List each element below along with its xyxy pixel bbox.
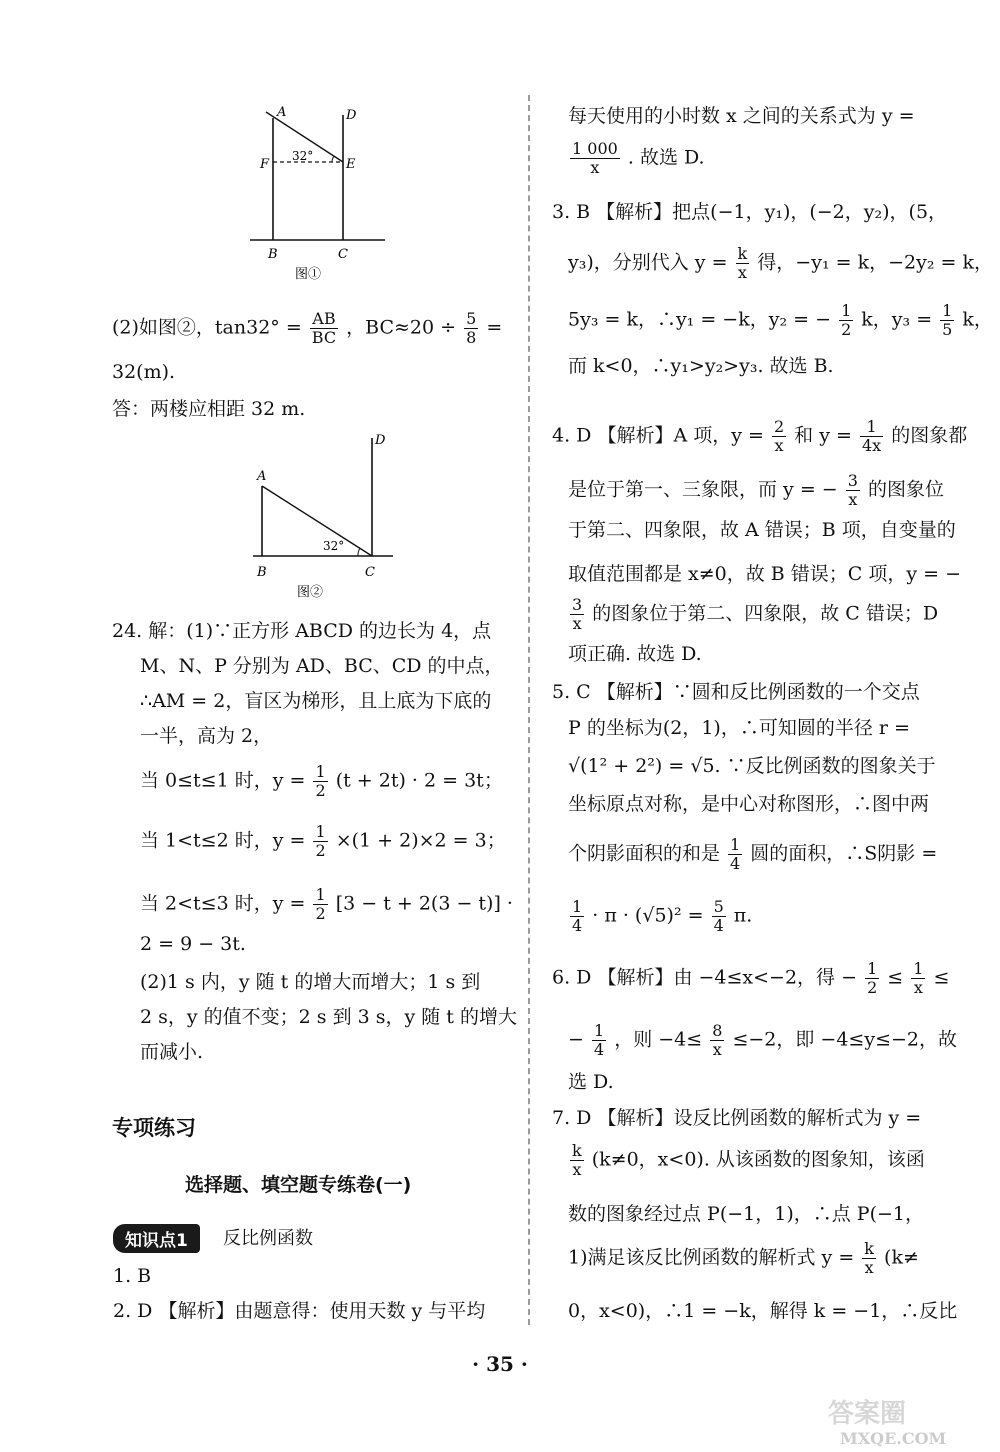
- q23-part2-text-b: ，BC≈20 ÷: [346, 316, 463, 339]
- figure-1-caption: 图①: [295, 267, 322, 282]
- fraction-numerator: 3: [572, 595, 583, 614]
- q3-line1: 3. B 【解析】把点(−1，y₁)，(−2，y₂)，(5，: [552, 201, 948, 223]
- q24-case2-text-b: ×(1 + 2)×2 = 3；: [335, 829, 506, 852]
- fraction-numerator: 1: [841, 301, 852, 320]
- q24-case1-text-b: (t + 2t) · 2 = 3t；: [335, 769, 503, 792]
- fraction-ab-bc: [310, 310, 338, 347]
- q5-line5: [568, 836, 937, 873]
- fraction-2-x: [772, 418, 786, 455]
- fraction-denominator: x: [737, 263, 747, 282]
- q4-line5: [568, 596, 938, 633]
- figure-2-label-c: C: [365, 565, 375, 580]
- q4-line5-text: 的图象位于第二、四象限，故 C 错误；D: [592, 602, 939, 625]
- fraction-denominator: 4: [713, 916, 724, 935]
- q2-cont-line2: [568, 140, 705, 177]
- figure-2-label-b: B: [257, 565, 267, 580]
- fraction-numerator: 2: [773, 417, 785, 436]
- fraction-denominator: x: [913, 978, 923, 997]
- q24-line1: [112, 617, 491, 645]
- q24-line3: ∴AM = 2，盲区为梯形，且上底为下底的: [140, 690, 492, 712]
- q7-line4: [568, 1240, 919, 1277]
- fraction-one-half: [313, 763, 327, 800]
- fraction-one-fifth: [940, 302, 954, 339]
- fraction-denominator: 2: [315, 781, 326, 800]
- figure-2: [245, 428, 405, 603]
- fraction-denominator: 4: [730, 854, 741, 873]
- q6-line1-text-a: 6. D 【解析】由 −4≤x<−2，得 −: [552, 966, 858, 989]
- q24-case3-result: 2 = 9 − 3t.: [140, 933, 246, 955]
- knowledge-point-title: 反比例函数: [223, 1228, 313, 1249]
- fraction-one-half: [313, 823, 327, 860]
- figure-2-angle-label: 32°: [323, 539, 345, 553]
- fraction-1-4: [592, 1022, 606, 1059]
- q3-line3-text-c: k，: [962, 308, 993, 331]
- figure-2-label-a: A: [257, 469, 267, 484]
- fraction-denominator: x: [572, 1160, 582, 1179]
- q7-line4-text-a: 1)满足该反比例函数的解析式 y =: [568, 1246, 861, 1269]
- figure-1-label-f: F: [260, 157, 270, 172]
- watermark-url-text: MXQE.COM: [840, 1429, 947, 1448]
- fraction-numerator: k: [737, 244, 748, 263]
- fraction-numerator: 1: [913, 959, 924, 978]
- q7-line5: 0，x<0)，∴1 = −k，解得 k = −1，∴反比: [568, 1300, 958, 1322]
- q24-case1: [140, 763, 503, 800]
- fraction-numerator: 5: [713, 897, 724, 916]
- fraction-denominator: x: [848, 490, 858, 509]
- q24-case2: [140, 823, 506, 860]
- q5-line6-text-b: π.: [733, 904, 753, 927]
- q7-line4-text-b: (k≠: [884, 1246, 919, 1269]
- fraction-numerator: 1 000: [572, 139, 618, 158]
- q4-line1-text-a: 4. D 【解析】A 项，y =: [552, 424, 770, 447]
- watermark-logo: [818, 1392, 986, 1448]
- q23-result: 32(m).: [112, 361, 176, 383]
- fraction-numerator: k: [572, 1141, 582, 1160]
- fraction-numerator: 1: [315, 762, 326, 781]
- fraction-numerator: 1: [730, 835, 741, 854]
- q6-line2: [568, 1022, 957, 1059]
- fraction-denominator: x: [864, 1258, 874, 1277]
- fraction-k-x: [862, 1240, 876, 1277]
- fraction-numerator: k: [864, 1239, 874, 1258]
- q3-line2: [568, 245, 993, 282]
- q5-line6: [568, 898, 752, 935]
- fraction-denominator: 2: [315, 904, 326, 923]
- fraction-denominator: BC: [311, 328, 337, 347]
- fraction-denominator: x: [590, 158, 600, 177]
- fraction-denominator: 8: [466, 328, 477, 347]
- q5-line3: √(1² + 2²) = √5. ∵反比例函数的图象关于: [568, 755, 936, 777]
- fraction-3-x: [570, 596, 584, 633]
- figure-2-label-d: D: [375, 433, 386, 448]
- q3-line2-text-b: 得，−y₁ = k，−2y₂ = k，: [757, 251, 993, 274]
- q23-part2-text-c: =: [486, 316, 503, 339]
- fraction-numerator: 1: [572, 897, 583, 916]
- fraction-numerator: 5: [466, 309, 477, 328]
- knowledge-point-badge: 知识点1: [113, 1224, 200, 1253]
- fraction-numerator: 1: [942, 301, 953, 320]
- fraction-denominator: 2: [315, 841, 326, 860]
- q6-line2-text-b: ，则 −4≤: [614, 1028, 703, 1051]
- q24-case3-text-b: [3 − t + 2(3 − t)] ·: [335, 892, 513, 915]
- fraction-denominator: x: [774, 436, 784, 455]
- fraction-denominator: 2: [867, 978, 878, 997]
- fraction-numerator: 1: [593, 1021, 605, 1040]
- page-number: · 35 ·: [472, 1352, 528, 1376]
- q5-line6-text-a: · π · (√5)² =: [592, 904, 710, 927]
- q3-line3-text-a: 5y₃ = k，∴y₁ = −k，y₂ = −: [568, 308, 832, 331]
- q24-case3: [140, 886, 513, 923]
- fraction-denominator: 2: [841, 320, 852, 339]
- q4-line1: [552, 418, 967, 455]
- figure-1-angle-label: 32°: [292, 149, 314, 163]
- fraction-k-x: [570, 1142, 584, 1179]
- q7-line2-text: (k≠0，x<0). 从该函数的图象知，该函: [591, 1148, 925, 1171]
- q4-line4: 取值范围都是 x≠0，故 B 错误；C 项，y = −: [568, 563, 962, 585]
- q3-line3-text-b: k，y₃ =: [861, 308, 939, 331]
- fraction-numerator: 1: [860, 418, 883, 437]
- figure-1-label-e: E: [346, 157, 356, 172]
- watermark-cn-text: 答案圈: [828, 1399, 907, 1429]
- q3-line2-text-a: y₃)，分别代入 y =: [568, 251, 734, 274]
- fraction-numerator: 1: [315, 822, 326, 841]
- q6-line2-text-a: −: [568, 1028, 584, 1051]
- fraction-denominator: 4: [572, 916, 583, 935]
- fraction-denominator: x: [712, 1040, 722, 1059]
- fraction-numerator: 1: [315, 885, 326, 904]
- q7-line3: 数的图象经过点 P(−1，1)，∴点 P(−1，: [568, 1203, 924, 1225]
- q24-case3-text-a: 当 2<t≤3 时，y =: [140, 892, 312, 915]
- q23-part2-line: [112, 310, 502, 347]
- fraction-1-x: [911, 960, 925, 997]
- q4-line2: [568, 472, 944, 509]
- fraction-one-half: [839, 302, 853, 339]
- q2-cont-text: . 故选 D.: [627, 146, 705, 169]
- fraction-numerator: 3: [847, 471, 858, 490]
- figure-2-caption: 图②: [297, 585, 324, 600]
- answer-q1: 1. B: [113, 1265, 152, 1287]
- q4-line2-text-b: 的图象位: [867, 478, 944, 501]
- fraction-1-4: [728, 836, 742, 873]
- figure-2-sunray-ac: [262, 486, 372, 556]
- q23-part2-text-a: (2)如图②，tan32° =: [112, 316, 308, 339]
- q4-line1-text-b: 和 y =: [794, 424, 858, 447]
- q5-line2: P 的坐标为(2，1)，∴可知圆的半径 r =: [568, 717, 910, 739]
- q2-cont-line1: 每天使用的小时数 x 之间的关系式为 y =: [568, 105, 915, 127]
- figure-2-angle-arc: [358, 548, 360, 556]
- fraction-1-4x: [860, 418, 883, 455]
- q6-line1: [552, 960, 949, 997]
- q24-case2-text-a: 当 1<t≤2 时，y =: [140, 829, 312, 852]
- q3-line4: 而 k<0，∴y₁>y₂>y₃. 故选 B.: [568, 355, 834, 377]
- fraction-denominator: x: [572, 614, 582, 633]
- fraction-numerator: AB: [310, 310, 338, 329]
- q24-line4: 一半，高为 2，: [140, 725, 273, 747]
- fraction-denominator: 4: [593, 1040, 605, 1059]
- q6-line2-text-c: ≤−2，即 −4≤y≤−2，故: [732, 1028, 958, 1051]
- section-subtitle: 选择题、填空题专练卷(一): [185, 1174, 412, 1196]
- fraction-3-x: [846, 472, 860, 509]
- q4-line3: 于第二、四象限，故 A 错误；B 项，自变量的: [568, 519, 956, 541]
- q5-line5-text-b: 圆的面积，∴S阴影 =: [750, 842, 938, 865]
- fraction-denominator: 5: [942, 320, 953, 339]
- figure-1-label-d: D: [346, 108, 357, 123]
- q7-line2: [568, 1142, 925, 1179]
- fraction-1-4: [570, 898, 584, 935]
- q5-line5-text-a: 个阴影面积的和是: [568, 842, 727, 865]
- q24-part2-line1: (2)1 s 内，y 随 t 的增大而增大；1 s 到: [140, 971, 481, 993]
- column-divider: [528, 95, 530, 1325]
- fraction-k-x: [736, 245, 750, 282]
- q24-line2: M、N、P 分别为 AD、BC、CD 的中点，: [140, 655, 504, 677]
- q4-line2-text-a: 是位于第一、三象限，而 y = −: [568, 478, 838, 501]
- fraction-one-half: [313, 886, 327, 923]
- q24-part2-line2: 2 s，y 的值不变；2 s 到 3 s，y 随 t 的增大: [140, 1006, 517, 1028]
- figure-1-label-a: A: [277, 105, 287, 120]
- q24-part2-line3: 而减小.: [140, 1041, 204, 1063]
- q24-case1-text-a: 当 0≤t≤1 时，y =: [140, 769, 312, 792]
- fraction-1000-x: [570, 140, 620, 177]
- q6-line1-text-b: ≤: [887, 966, 910, 989]
- figure-1-label-c: C: [338, 247, 348, 262]
- figure-1-angle-arc: [332, 156, 334, 162]
- section-title: 专项练习: [112, 1116, 196, 1140]
- q6-line3: 选 D.: [568, 1071, 614, 1093]
- q7-line1: 7. D 【解析】设反比例函数的解析式为 y =: [552, 1107, 922, 1129]
- fraction-5-4: [712, 898, 726, 935]
- fraction-numerator: 1: [867, 959, 878, 978]
- q5-line1: 5. C 【解析】∵圆和反比例函数的一个交点: [552, 681, 920, 703]
- q3-line3: [568, 302, 993, 339]
- figure-1: [240, 100, 400, 290]
- fraction-denominator: 4x: [861, 436, 882, 455]
- q4-line1-text-c: 的图象都: [891, 424, 968, 447]
- q6-line1-text-c: ≤: [933, 966, 950, 989]
- figure-1-label-b: B: [268, 247, 278, 262]
- q4-line6: 项正确. 故选 D.: [568, 643, 702, 665]
- fraction-5-8: [464, 310, 478, 347]
- fraction-1-2: [865, 960, 879, 997]
- q5-line4: 坐标原点对称，是中心对称图形，∴图中两: [568, 793, 930, 815]
- fraction-numerator: 8: [712, 1021, 723, 1040]
- q23-answer: 答：两楼应相距 32 m.: [112, 398, 306, 420]
- answer-q2: 2. D 【解析】由题意得：使用天数 y 与平均: [113, 1300, 486, 1322]
- q24-line1-text: 24. 解：(1)∵正方形 ABCD 的边长为 4，点: [112, 620, 492, 642]
- fraction-8-x: [710, 1022, 724, 1059]
